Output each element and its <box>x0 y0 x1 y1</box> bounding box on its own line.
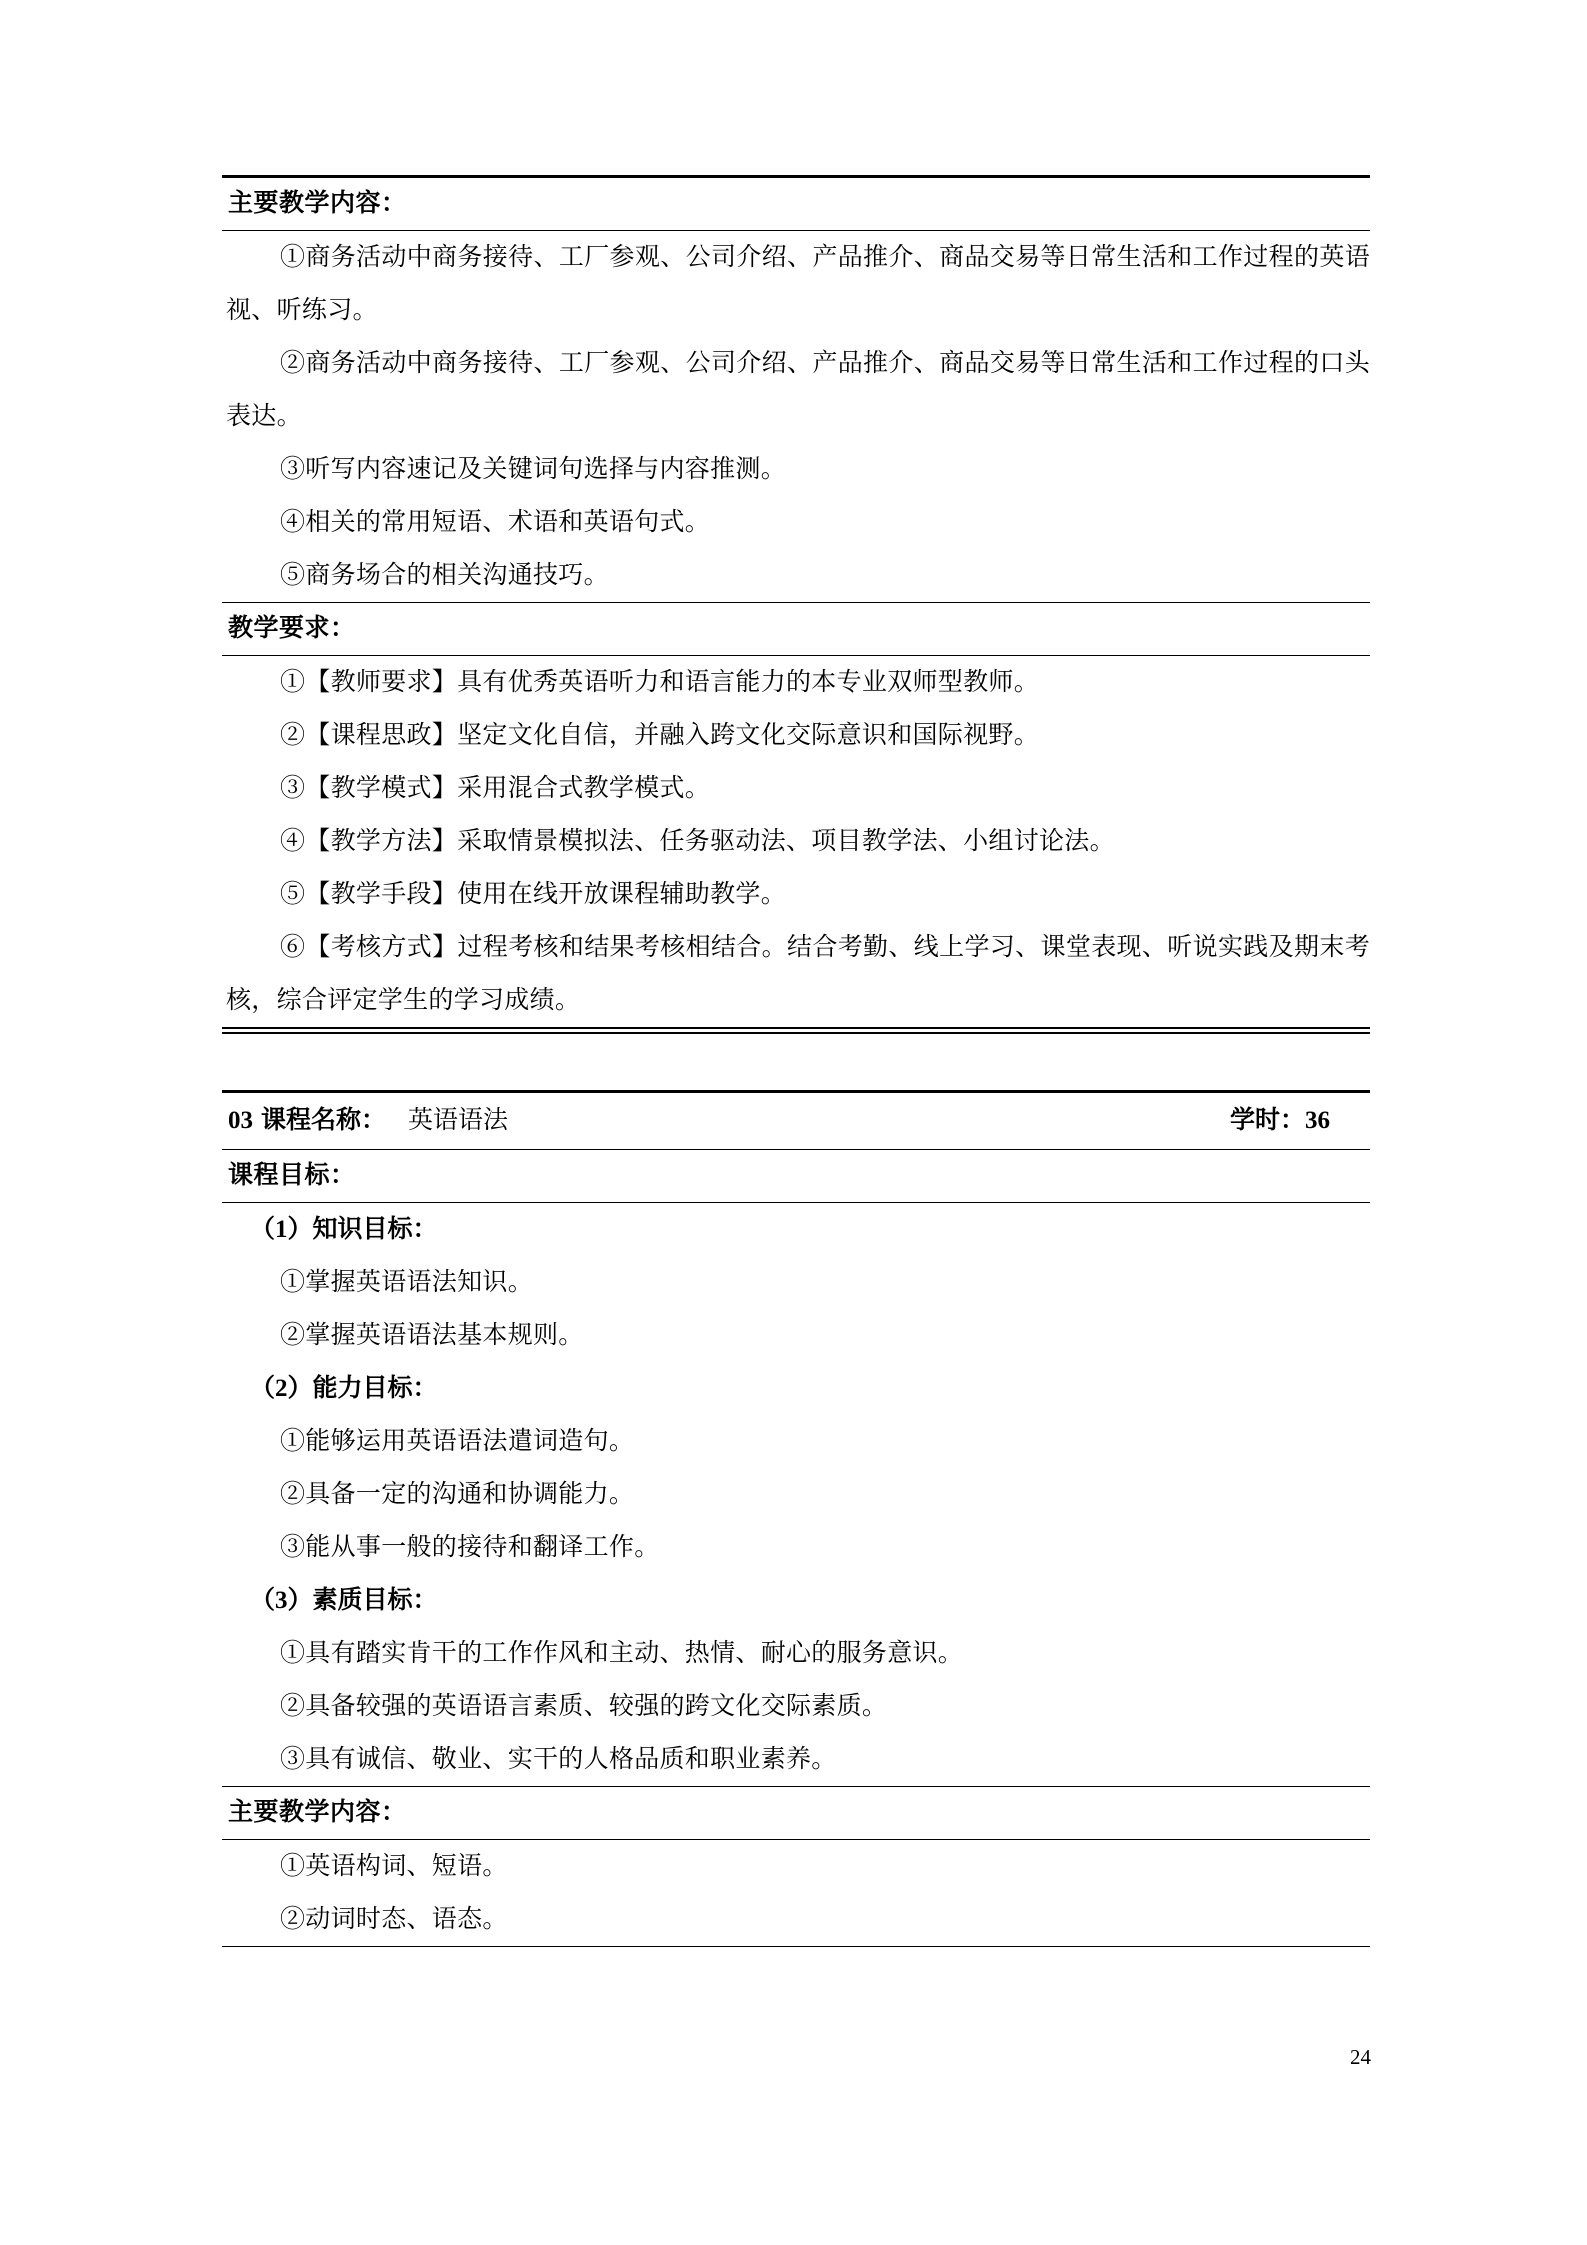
content-item: ⑤商务场合的相关沟通技巧。 <box>280 562 609 589</box>
divider-section-end <box>222 1027 1370 1034</box>
main-content-heading-1: 主要教学内容： <box>228 190 407 217</box>
objective-group-title: （2）能力目标： <box>250 1375 438 1402</box>
divider-page-bottom <box>222 1946 1370 1947</box>
requirement-item: ④【教学方法】采取情景模拟法、任务驱动法、项目教学法、小组讨论法。 <box>280 828 1115 855</box>
course-objectives-heading: 课程目标： <box>228 1162 356 1189</box>
course-name-value: 英语语法 <box>408 1107 509 1134</box>
requirement-item: ⑤【教学手段】使用在线开放课程辅助教学。 <box>280 881 787 908</box>
content-item: ①英语构词、短语。 <box>280 1853 508 1880</box>
content-item: ④相关的常用短语、术语和英语句式。 <box>280 509 711 536</box>
requirement-item: ②【课程思政】坚定文化自信，并融入跨文化交际意识和国际视野。 <box>280 722 1040 749</box>
objective-item: ③能从事一般的接待和翻译工作。 <box>280 1534 660 1561</box>
objective-item: ③具有诚信、敬业、实干的人格品质和职业素养。 <box>280 1746 837 1773</box>
objective-group-title: （3）素质目标： <box>250 1587 438 1614</box>
teaching-requirements-list <box>222 656 1370 1027</box>
requirement-item: ③【教学模式】采用混合式教学模式。 <box>280 775 711 802</box>
course-hours-label: 学时： <box>1229 1107 1305 1134</box>
course-hours-value: 36 <box>1305 1107 1330 1134</box>
course-header-left <box>228 1093 508 1149</box>
objective-group-title: （1）知识目标： <box>250 1216 438 1243</box>
content-item: ①商务活动中商务接待、工厂参观、公司介绍、产品推介、商品交易等日常生活和工作过程的英语视、听练习。 <box>226 244 1370 324</box>
teaching-requirements-heading: 教学要求： <box>228 615 356 642</box>
page-content <box>222 175 1370 1947</box>
main-content-list-2 <box>222 1840 1370 1946</box>
course-number: 03 <box>228 1107 253 1134</box>
requirement-item: ①【教师要求】具有优秀英语听力和语言能力的本专业双师型教师。 <box>280 669 1040 696</box>
objective-item: ②具备一定的沟通和协调能力。 <box>280 1481 635 1508</box>
objective-item: ①能够运用英语语法遣词造句。 <box>280 1428 635 1455</box>
content-item: ②动词时态、语态。 <box>280 1906 508 1933</box>
content-item: ②商务活动中商务接待、工厂参观、公司介绍、产品推介、商品交易等日常生活和工作过程的口头表达。 <box>226 350 1370 430</box>
requirement-item: ⑥【考核方式】过程考核和结果考核相结合。结合考勤、线上学习、课堂表现、听说实践及期末考核，综合评定学生的学习成绩。 <box>226 934 1370 1014</box>
objective-item: ②具备较强的英语语言素质、较强的跨文化交际素质。 <box>280 1693 888 1720</box>
objective-group-ability <box>222 1362 1370 1574</box>
main-content-list-1 <box>222 231 1370 602</box>
main-content-heading-2: 主要教学内容： <box>228 1799 407 1826</box>
page-number: 24 <box>1350 2045 1371 2069</box>
course-header <box>222 1093 1370 1149</box>
objective-item: ①具有踏实肯干的工作作风和主动、热情、耐心的服务意识。 <box>280 1640 964 1667</box>
objective-item: ②掌握英语语法基本规则。 <box>280 1322 584 1349</box>
objective-group-quality <box>222 1574 1370 1786</box>
course-hours <box>1230 1093 1330 1149</box>
objective-group-knowledge <box>222 1203 1370 1362</box>
section-spacer <box>222 1034 1370 1090</box>
content-item: ③听写内容速记及关键词句选择与内容推测。 <box>280 456 787 483</box>
course-name-label: 课程名称： <box>261 1107 387 1134</box>
objective-item: ①掌握英语语法知识。 <box>280 1269 534 1296</box>
